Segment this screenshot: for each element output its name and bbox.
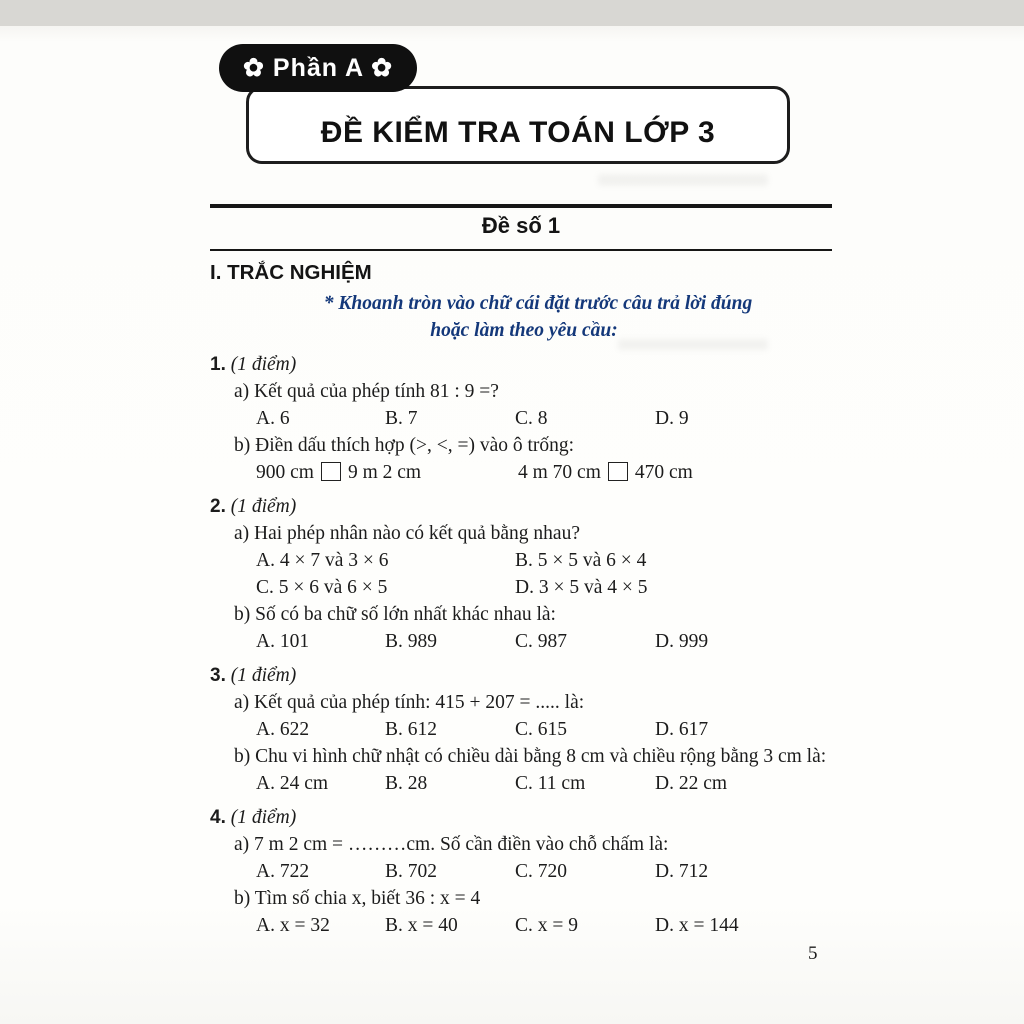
page-number: 5 (808, 943, 818, 964)
question-number (210, 804, 838, 831)
answer-option: B. 28 (385, 773, 428, 794)
question-part-a: a) Kết quả của phép tính: 415 + 207 = ..... là: (234, 692, 585, 713)
answer-option: A. 622 (256, 719, 310, 740)
divider-top (210, 204, 832, 208)
bleed-through (598, 174, 768, 186)
question-number-label: 2. (210, 496, 226, 517)
page-title: ĐỀ KIỂM TRA TOÁN LỚP 3 (320, 116, 716, 149)
answer-options-row (210, 716, 838, 743)
answer-options-row (210, 858, 838, 885)
answer-options-row (210, 912, 838, 939)
answer-option: A. 24 cm (256, 773, 329, 794)
answer-option: B. 612 (385, 719, 438, 740)
question-part-a: a) 7 m 2 cm = ………cm. Số cần điền vào chỗ chấm là: (234, 834, 669, 855)
scan-edge (0, 0, 1024, 26)
question-part-b: b) Điền dấu thích hợp (>, <, =) vào ô trống: (234, 435, 575, 456)
answer-option: D. 22 cm (655, 773, 728, 794)
question-points: (1 điểm) (230, 354, 297, 375)
answer-option: B. 702 (385, 861, 438, 882)
answer-options-row (210, 405, 838, 432)
question-part-b: b) Chu vi hình chữ nhật có chiều dài bằng 8 cm và chiều rộng bằng 3 cm là: (234, 746, 827, 767)
answer-option: B. x = 40 (385, 915, 458, 936)
question-points: (1 điểm) (230, 496, 297, 517)
answer-option: C. 987 (515, 631, 568, 652)
question-part-a: a) Kết quả của phép tính 81 : 9 =? (234, 381, 499, 402)
answer-option: C. 8 (515, 408, 548, 429)
instruction-line-1: * Khoanh tròn vào chữ cái đặt trước câu trả lời đúng (323, 293, 753, 314)
answer-option: C. 11 cm (515, 773, 586, 794)
answer-option: B. 989 (385, 631, 438, 652)
question-number-label: 3. (210, 665, 226, 686)
answer-options-row (210, 770, 838, 797)
question-4 (210, 804, 838, 939)
fill-before: 4 m 70 cm (518, 462, 601, 483)
answer-option: C. 615 (515, 719, 568, 740)
question-2 (210, 493, 838, 655)
answer-option: D. x = 144 (655, 915, 739, 936)
question-3 (210, 662, 838, 797)
answer-option: D. 617 (655, 719, 709, 740)
answer-option: C. x = 9 (515, 915, 579, 936)
answer-option: D. 3 × 5 và 4 × 5 (515, 577, 648, 598)
blank-box (608, 462, 628, 481)
answer-option: D. 712 (655, 861, 709, 882)
answer-option: A. 4 × 7 và 3 × 6 (256, 550, 389, 571)
question-number (210, 351, 838, 378)
fill-in-row (210, 459, 838, 486)
answer-option: C. 5 × 6 và 6 × 5 (256, 577, 388, 598)
blank-box (321, 462, 341, 481)
question-number-label: 1. (210, 354, 226, 375)
question-part-b: b) Tìm số chia x, biết 36 : x = 4 (234, 888, 481, 909)
question-number (210, 493, 838, 520)
fill-after: 470 cm (634, 462, 693, 483)
answer-option: B. 5 × 5 và 6 × 4 (515, 550, 647, 571)
test-content (210, 259, 838, 939)
answer-option: A. 722 (256, 861, 310, 882)
fill-in-item (518, 459, 693, 486)
answer-option: D. 9 (655, 408, 689, 429)
title-box (246, 86, 790, 164)
instruction-line-2: hoặc làm theo yêu cầu: (430, 320, 618, 341)
section-heading: I. TRẮC NGHIỆM (210, 261, 372, 284)
answer-option: C. 720 (515, 861, 568, 882)
question-points: (1 điểm) (230, 807, 297, 828)
question-part-a: a) Hai phép nhân nào có kết quả bằng nhau? (234, 523, 580, 544)
part-badge: ✿ Phần A ✿ (219, 44, 417, 92)
test-number-heading: Đề số 1 (481, 213, 561, 238)
answer-option: A. 101 (256, 631, 310, 652)
question-number-label: 4. (210, 807, 226, 828)
answer-options-row (210, 547, 838, 574)
fill-before: 900 cm (256, 462, 314, 483)
answer-option: B. 7 (385, 408, 418, 429)
question-1 (210, 351, 838, 486)
question-part-b: b) Số có ba chữ số lớn nhất khác nhau là: (234, 604, 556, 625)
answer-options-row (210, 574, 838, 601)
question-points: (1 điểm) (230, 665, 297, 686)
answer-options-row (210, 628, 838, 655)
question-number (210, 662, 838, 689)
instruction (210, 290, 838, 344)
answer-option: A. 6 (256, 408, 290, 429)
answer-option: A. x = 32 (256, 915, 330, 936)
fill-after: 9 m 2 cm (347, 462, 422, 483)
answer-option: D. 999 (655, 631, 709, 652)
fill-in-item (256, 459, 518, 486)
divider-bottom (210, 249, 832, 251)
